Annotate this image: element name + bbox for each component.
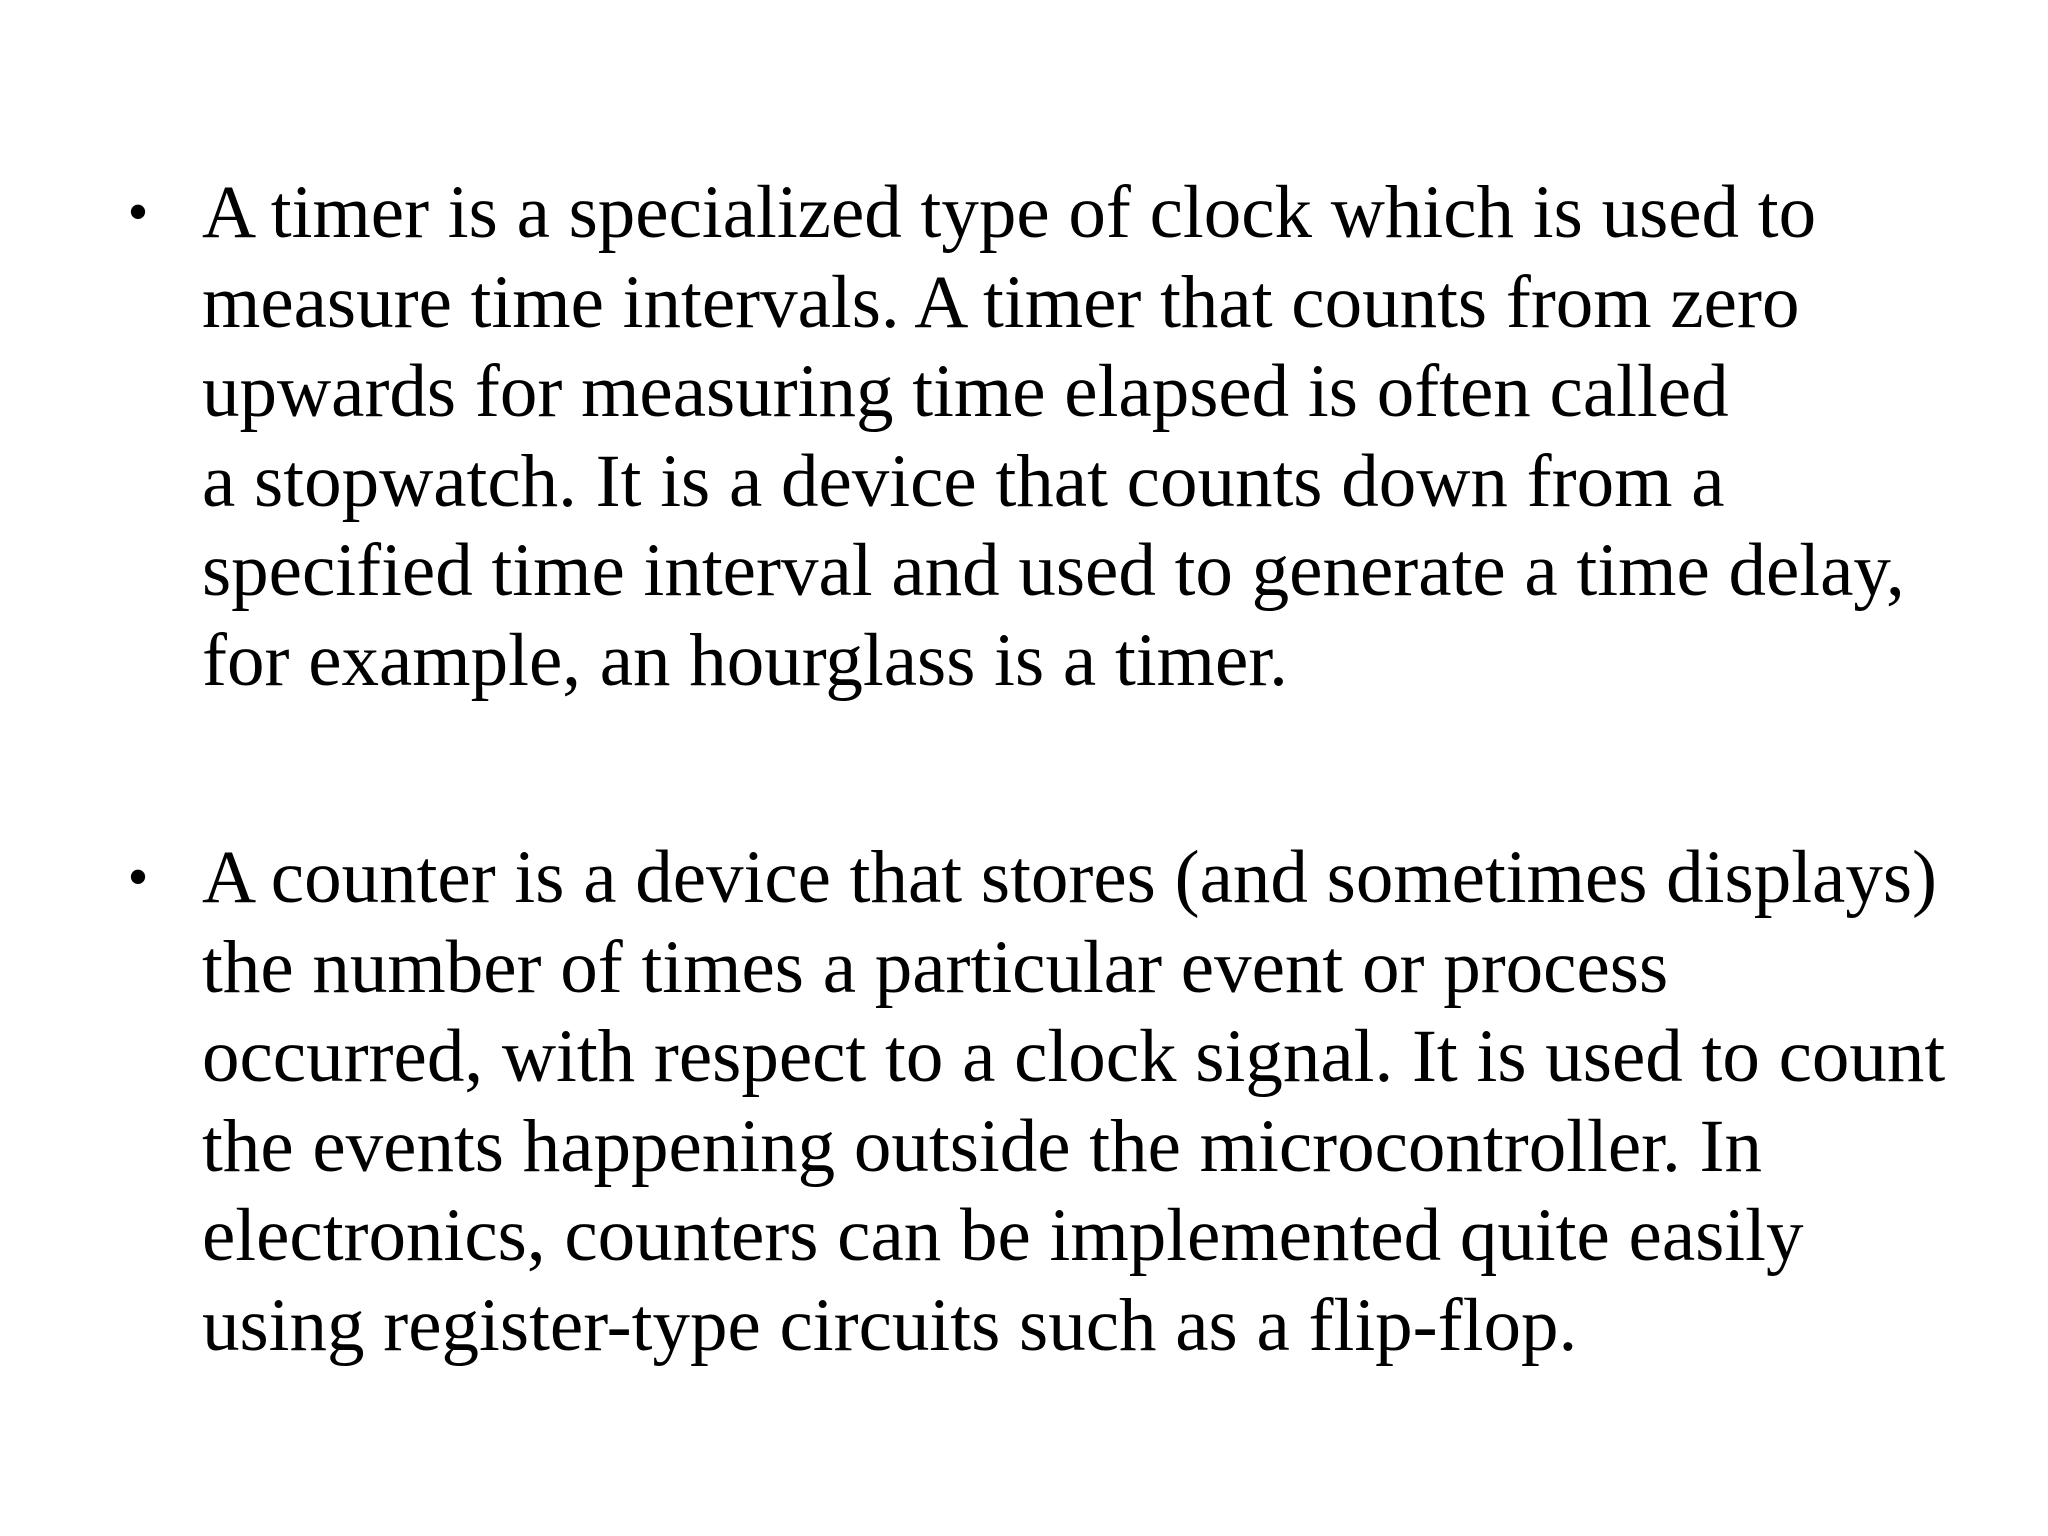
counter-text-line: the number of times a particular event or process	[202, 925, 1669, 1009]
bullet-item-counter	[118, 833, 2018, 1370]
bullet-icon: •	[127, 844, 149, 910]
bullet-list	[118, 168, 2018, 1370]
counter-text-line: the events happening outside the microcontroller. In	[202, 1104, 1762, 1188]
timer-text-line: a stopwatch. It is a device that counts down from a	[202, 439, 1725, 523]
counter-text-line: A counter is a device that stores (and sometimes displays)	[202, 836, 1937, 919]
bullet-icon: •	[127, 179, 149, 245]
timer-text-line: for example, an hourglass is a timer.	[202, 618, 1288, 702]
timer-text-line: specified time interval and used to generate a time delay,	[202, 529, 1905, 612]
timer-text-line: upwards for measuring time elapsed is often called	[202, 350, 1729, 433]
timer-text-line: measure time intervals. A timer that counts from zero	[202, 260, 1800, 344]
counter-text-line: occurred, with respect to a clock signal. It is used to count	[202, 1015, 1946, 1098]
timer-text-line: A timer is a specialized type of clock which is used to	[202, 171, 1817, 254]
counter-text-line: using register-type circuits such as a flip-flop.	[202, 1283, 1578, 1367]
bullet-item-timer	[118, 168, 2018, 705]
counter-text-line: electronics, counters can be implemented quite easily	[202, 1194, 1804, 1277]
